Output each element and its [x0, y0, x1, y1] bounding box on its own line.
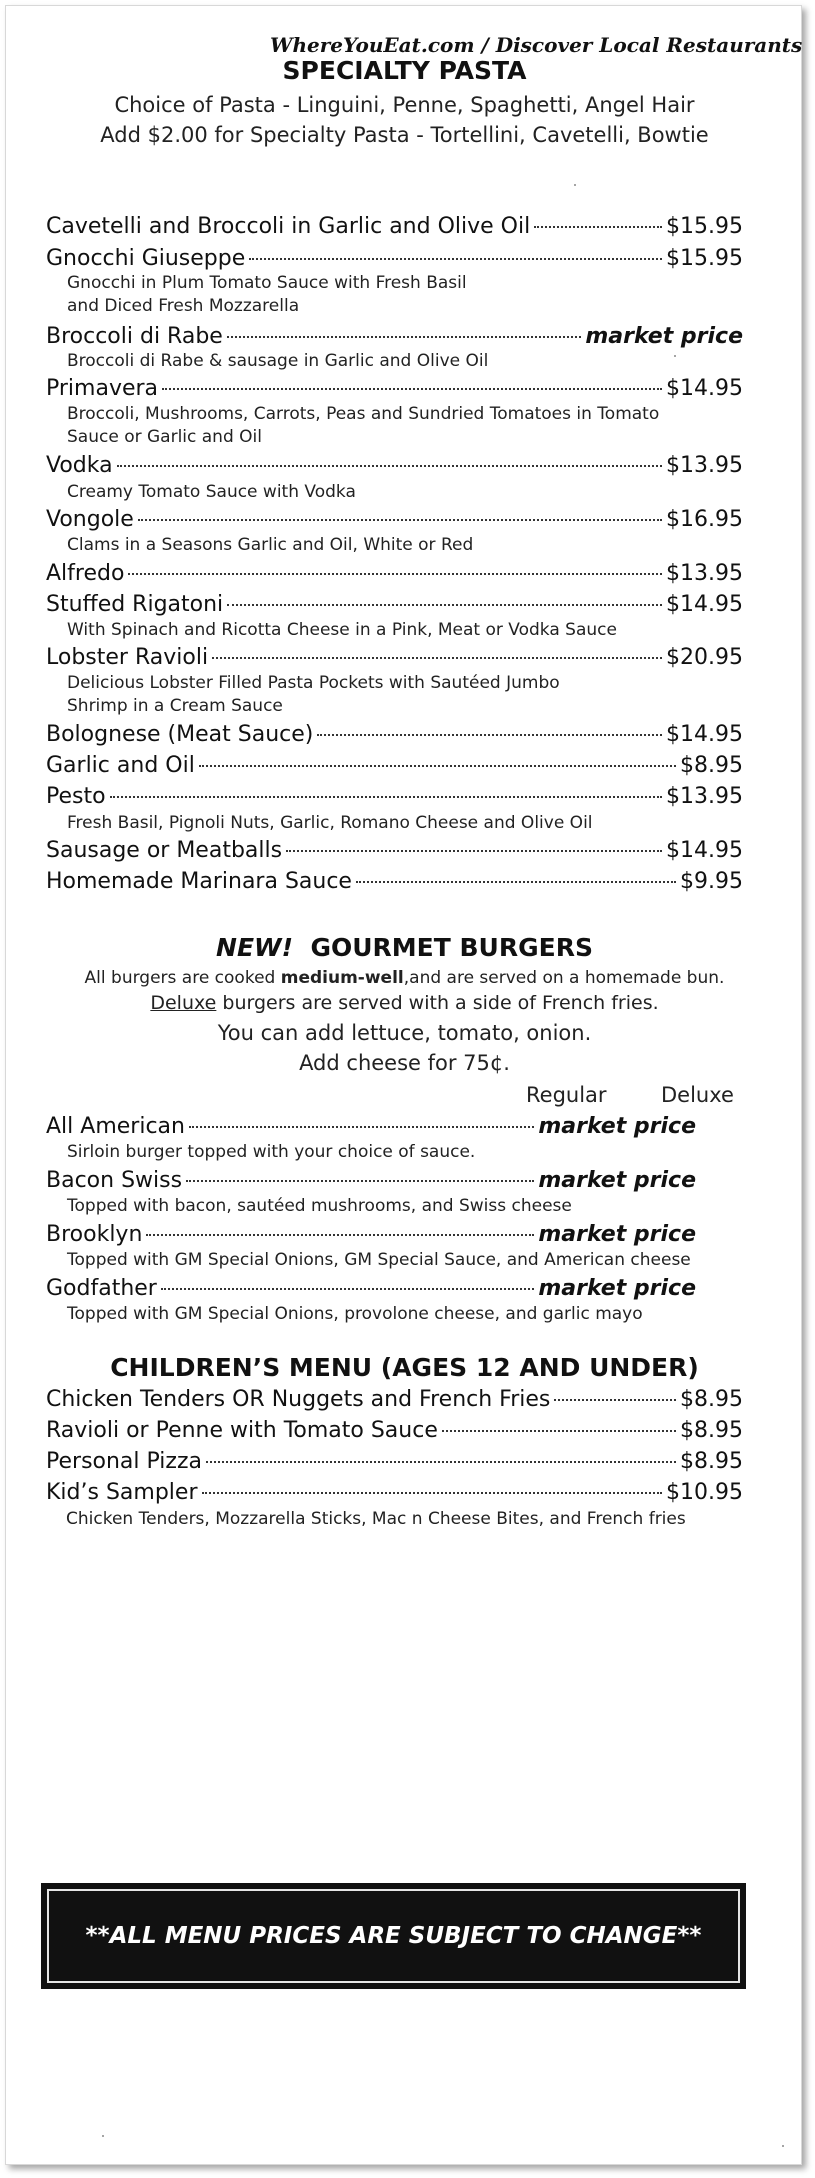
- item-price: $8.95: [680, 1387, 743, 1412]
- leader-dots: [110, 796, 662, 798]
- item-name: Brooklyn: [46, 1222, 143, 1247]
- leader-dots: [317, 734, 662, 736]
- item-description: Topped with GM Special Onions, provolone cheese, and garlic mayo: [67, 1304, 643, 1324]
- item-name: Chicken Tenders OR Nuggets and French Fries: [46, 1387, 551, 1412]
- leader-dots: [138, 519, 662, 521]
- note-text: burgers are served with a side of French fries.: [216, 992, 659, 1014]
- scan-speck: [574, 184, 576, 186]
- item-price: $13.95: [666, 453, 743, 478]
- item-price: $14.95: [666, 722, 743, 747]
- leader-dots: [161, 1288, 534, 1290]
- column-header-deluxe: Deluxe: [661, 1083, 734, 1107]
- item-price: $14.95: [666, 592, 743, 617]
- item-description: Topped with bacon, sautéed mushrooms, and Swiss cheese: [67, 1196, 572, 1216]
- scan-speck: [102, 2135, 104, 2137]
- item-name: Kid’s Sampler: [46, 1480, 198, 1505]
- menu-item: [46, 1387, 743, 1412]
- leader-dots: [162, 388, 662, 390]
- item-name: Bacon Swiss: [46, 1168, 183, 1193]
- menu-item: [46, 645, 743, 670]
- menu-item: [46, 869, 743, 894]
- menu-item: [46, 838, 743, 863]
- item-price: $8.95: [680, 753, 743, 778]
- price-notice-text: **ALL MENU PRICES ARE SUBJECT TO CHANGE**: [47, 1889, 740, 1983]
- item-price: $8.95: [680, 1418, 743, 1443]
- menu-item: [46, 1114, 696, 1139]
- note-text: ,and are served on a homemade bun.: [403, 968, 725, 988]
- menu-item: [46, 507, 743, 532]
- item-price: $15.95: [666, 214, 743, 239]
- scan-speck: [782, 2145, 784, 2147]
- item-description: Sirloin burger topped with your choice of sauce.: [67, 1142, 476, 1162]
- item-description: Gnocchi in Plum Tomato Sauce with Fresh Basil: [67, 273, 467, 293]
- item-name: Homemade Marinara Sauce: [46, 869, 352, 894]
- item-name: Garlic and Oil: [46, 753, 195, 778]
- leader-dots: [356, 881, 676, 883]
- item-description: Shrimp in a Cream Sauce: [67, 696, 283, 716]
- item-name: Primavera: [46, 376, 159, 401]
- item-name: Sausage or Meatballs: [46, 838, 283, 863]
- item-name: Gnocchi Giuseppe: [46, 246, 246, 271]
- menu-item: [46, 246, 743, 271]
- item-price: $13.95: [666, 561, 743, 586]
- item-name: Ravioli or Penne with Tomato Sauce: [46, 1418, 438, 1443]
- item-price: market price: [538, 1168, 696, 1193]
- item-description: Delicious Lobster Filled Pasta Pockets with Sautéed Jumbo: [67, 673, 560, 693]
- menu-page: [5, 5, 802, 2165]
- item-price: market price: [538, 1114, 696, 1139]
- burger-toppings-note: You can add lettuce, tomato, onion.: [217, 1021, 592, 1045]
- item-price: $9.95: [680, 869, 743, 894]
- note-text: All burgers are cooked: [84, 968, 281, 988]
- leader-dots: [212, 657, 662, 659]
- leader-dots: [186, 1180, 534, 1182]
- item-price: market price: [538, 1276, 696, 1301]
- item-price: $16.95: [666, 507, 743, 532]
- deluxe-word: Deluxe: [150, 992, 217, 1014]
- item-name: Stuffed Rigatoni: [46, 592, 224, 617]
- price-notice-banner: [41, 1883, 746, 1989]
- menu-item: [46, 1168, 696, 1193]
- item-name: All American: [46, 1114, 185, 1139]
- item-price: $10.95: [666, 1480, 743, 1505]
- leader-dots: [202, 1492, 663, 1494]
- item-price: $14.95: [666, 838, 743, 863]
- burger-deluxe-note: [6, 992, 803, 1014]
- item-price: $14.95: [666, 376, 743, 401]
- item-description: Topped with GM Special Onions, GM Special Sauce, and American cheese: [67, 1250, 691, 1270]
- menu-item: [46, 376, 743, 401]
- pasta-specialty-line: Add $2.00 for Specialty Pasta - Tortellini, Cavetelli, Bowtie: [100, 123, 709, 147]
- item-name: Personal Pizza: [46, 1449, 202, 1474]
- item-description: Fresh Basil, Pignoli Nuts, Garlic, Romano Cheese and Olive Oil: [67, 813, 593, 833]
- column-header-regular: Regular: [526, 1083, 607, 1107]
- menu-item: [46, 561, 743, 586]
- item-price: $8.95: [680, 1449, 743, 1474]
- menu-item: [46, 722, 743, 747]
- leader-dots: [227, 604, 662, 606]
- burger-cheese-note: Add cheese for 75¢.: [299, 1051, 510, 1075]
- item-price: $13.95: [666, 784, 743, 809]
- menu-item: [46, 1276, 696, 1301]
- menu-item: [46, 1449, 743, 1474]
- leader-dots: [442, 1430, 676, 1432]
- specialty-pasta-title: SPECIALTY PASTA: [282, 56, 527, 85]
- watermark: WhereYouEat.com / Discover Local Restaurants: [270, 33, 803, 57]
- menu-item: [46, 592, 743, 617]
- leader-dots: [534, 226, 662, 228]
- menu-item: [46, 1222, 696, 1247]
- menu-item: [46, 324, 743, 349]
- leader-dots: [554, 1399, 676, 1401]
- item-price: market price: [538, 1222, 696, 1247]
- scan-speck: [674, 355, 676, 357]
- item-description: Clams in a Seasons Garlic and Oil, White or Red: [67, 535, 474, 555]
- menu-item: [46, 453, 743, 478]
- leader-dots: [286, 850, 662, 852]
- menu-item: [46, 214, 743, 239]
- item-name: Cavetelli and Broccoli in Garlic and Olive Oil: [46, 214, 531, 239]
- leader-dots: [128, 573, 662, 575]
- leader-dots: [206, 1461, 676, 1463]
- item-name: Pesto: [46, 784, 106, 809]
- menu-item: [46, 784, 743, 809]
- item-description: Chicken Tenders, Mozzarella Sticks, Mac n Cheese Bites, and French fries: [66, 1509, 686, 1529]
- childrens-menu-title: CHILDREN’S MENU (AGES 12 AND UNDER): [110, 1353, 699, 1382]
- item-name: Bolognese (Meat Sauce): [46, 722, 314, 747]
- pasta-choice-line: Choice of Pasta - Linguini, Penne, Spaghetti, Angel Hair: [114, 93, 695, 117]
- item-name: Alfredo: [46, 561, 125, 586]
- item-name: Godfather: [46, 1276, 157, 1301]
- menu-item: [46, 1480, 743, 1505]
- item-description: Sauce or Garlic and Oil: [67, 427, 262, 447]
- item-description: With Spinach and Ricotta Cheese in a Pink, Meat or Vodka Sauce: [67, 620, 617, 640]
- item-name: Broccoli di Rabe: [46, 324, 223, 349]
- leader-dots: [227, 336, 581, 338]
- item-name: Vongole: [46, 507, 134, 532]
- burgers-title: [6, 933, 803, 962]
- leader-dots: [199, 765, 676, 767]
- note-emphasis: medium-well: [280, 968, 404, 988]
- leader-dots: [189, 1126, 534, 1128]
- item-description: and Diced Fresh Mozzarella: [67, 296, 300, 316]
- leader-dots: [117, 465, 662, 467]
- item-price: market price: [585, 324, 743, 349]
- item-description: Broccoli di Rabe & sausage in Garlic and Olive Oil: [67, 351, 489, 371]
- item-description: Broccoli, Mushrooms, Carrots, Peas and Sundried Tomatoes in Tomato: [67, 404, 660, 424]
- item-price: $15.95: [666, 246, 743, 271]
- menu-item: [46, 753, 743, 778]
- burgers-title-text: GOURMET BURGERS: [310, 933, 593, 962]
- item-description: Creamy Tomato Sauce with Vodka: [67, 482, 356, 502]
- new-badge: NEW!: [216, 933, 294, 962]
- item-name: Vodka: [46, 453, 113, 478]
- menu-item: [46, 1418, 743, 1443]
- item-name: Lobster Ravioli: [46, 645, 209, 670]
- leader-dots: [146, 1234, 534, 1236]
- item-price: $20.95: [666, 645, 743, 670]
- burger-cook-note: [6, 968, 803, 988]
- leader-dots: [249, 258, 662, 260]
